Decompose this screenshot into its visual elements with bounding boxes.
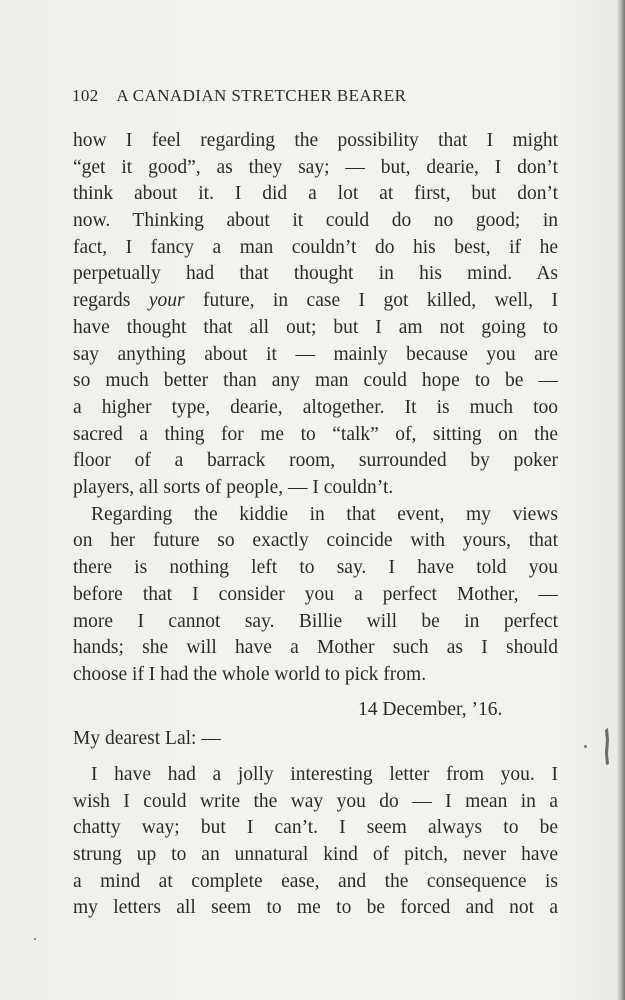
text-line: more I cannot say. Billie will be in perfect — [73, 610, 558, 632]
paragraph-3 — [73, 762, 558, 922]
text-line: a mind at complete ease, and the consequence is — [73, 870, 558, 892]
italic-word: your — [148, 290, 185, 312]
text-line: choose if I had the whole world to pick from. — [73, 663, 427, 685]
text-line: players, all sorts of people, — I couldn’t. — [73, 476, 394, 498]
letter-date: 14 December, ’16. — [358, 699, 503, 720]
paragraph-1 — [73, 128, 558, 502]
text-line: so much better than any man could hope to be — — [73, 370, 558, 392]
text-line: a higher type, dearie, altogether. It is much too — [73, 396, 558, 418]
text-line: on her future so exactly coincide with yours, that — [73, 530, 558, 552]
text-line: Regarding the kiddie in that event, my views — [91, 503, 558, 525]
text-line: perpetually had that thought in his mind. As — [73, 263, 558, 285]
text-line: say anything about it — mainly because you are — [73, 343, 558, 365]
running-header — [72, 86, 562, 106]
text-line: chatty way; but I can’t. I seem always to be — [73, 817, 558, 839]
text-line: fact, I fancy a man couldn’t do his best, if he — [73, 236, 558, 258]
text-line: there is nothing left to say. I have told you — [73, 557, 558, 579]
speck-mark — [34, 938, 36, 940]
text-line: floor of a barrack room, surrounded by poker — [73, 450, 558, 472]
text-line: think about it. I did a lot at first, but don’t — [73, 183, 558, 205]
text-fragment: regards — [73, 290, 149, 312]
speck-mark — [584, 745, 587, 748]
text-line: how I feel regarding the possibility that I might — [73, 130, 558, 151]
text-line: strung up to an unnatural kind of pitch, never have — [73, 844, 558, 866]
text-line: before that I consider you a perfect Mother, — — [73, 583, 558, 605]
text-line: have thought that all out; but I am not going to — [73, 316, 558, 338]
text-fragment: future, in case I got killed, well, I — [184, 290, 558, 312]
text-line — [73, 288, 558, 315]
running-title: A CANADIAN STRETCHER BEARER — [116, 86, 407, 105]
text-line: “get it good”, as they say; — but, dearie, I don’t — [73, 156, 558, 178]
text-line: now. Thinking about it could do no good; in — [73, 210, 558, 232]
text-line: I have had a jolly interesting letter from you. I — [91, 764, 558, 785]
text-line: my letters all seem to me to be forced and not a — [73, 897, 558, 919]
text-line: hands; she will have a Mother such as I should — [73, 637, 558, 659]
ink-blemish — [604, 728, 610, 766]
text-line: sacred a thing for me to “talk” of, sitting on the — [73, 423, 558, 445]
page-number: 102 — [72, 86, 99, 105]
page-edge-shadow — [617, 0, 625, 1000]
letter-salutation: My dearest Lal: — — [73, 728, 221, 749]
text-line: wish I could write the way you do — I mean in a — [73, 790, 558, 812]
paragraph-2 — [73, 502, 558, 689]
